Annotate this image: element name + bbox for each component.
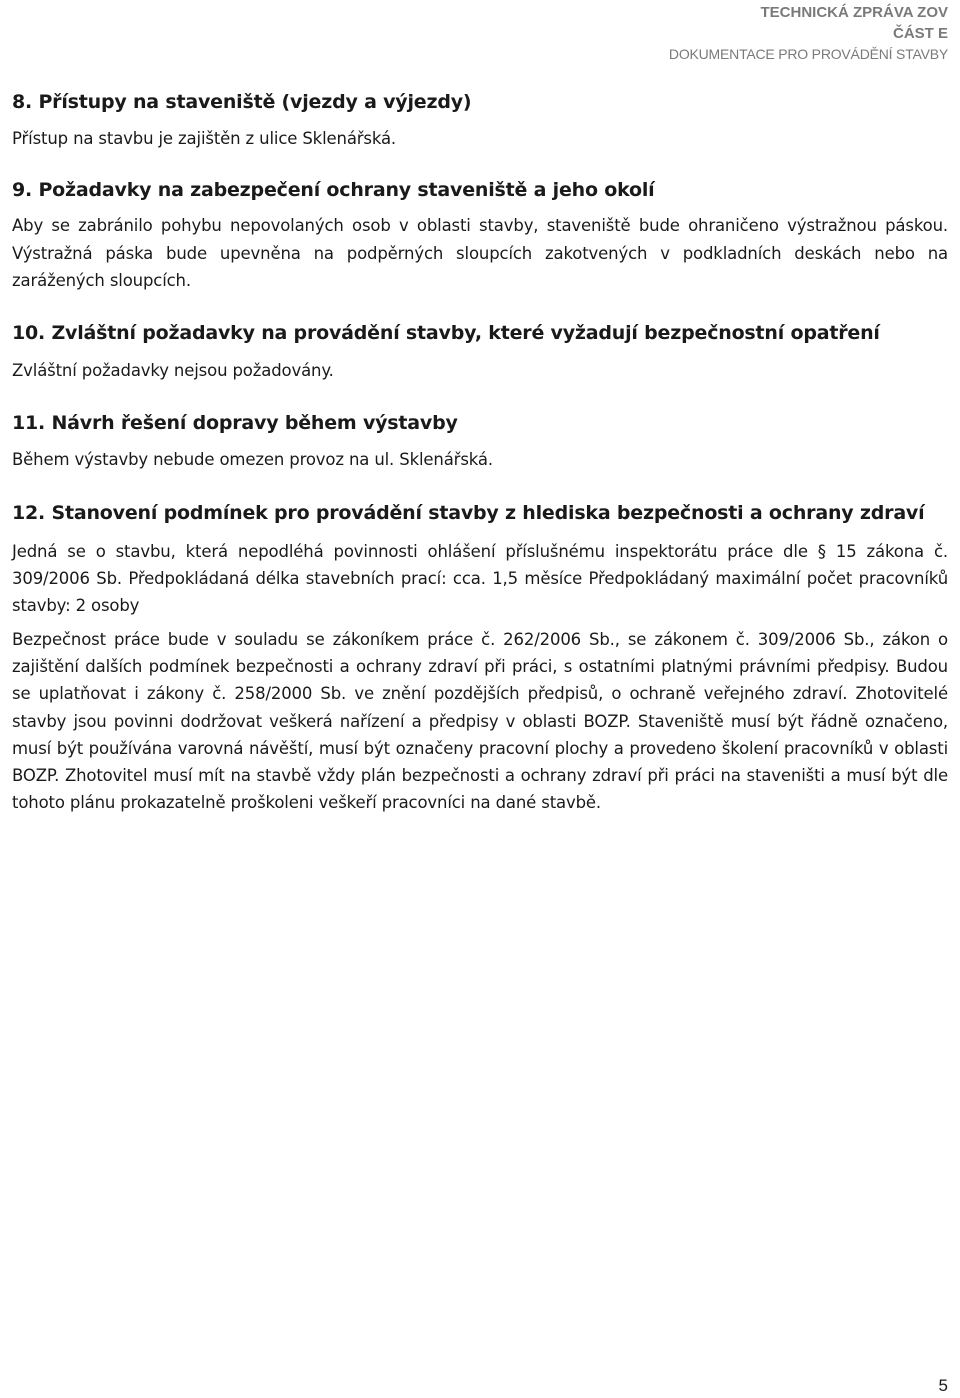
document-title: TECHNICKÁ ZPRÁVA ZOV xyxy=(760,4,948,21)
section-10-text: Zvláštní požadavky nejsou požadovány. xyxy=(12,361,334,381)
section-9-text: Aby se zabránilo pohybu nepovolaných osob v oblasti stavby, staveniště bude ohraničeno výstražnou páskou. Výstražná páska bude upevněna na podpěrných sloupcích zakotvených v podkladních deskách nebo na zarážených sloupcích. xyxy=(12,216,948,290)
section-8-heading: 8. Přístupy na staveniště (vjezdy a výjezdy) xyxy=(12,91,472,113)
document-subtitle: DOKUMENTACE PRO PROVÁDĚNÍ STAVBY xyxy=(668,46,948,62)
section-12-heading: 12. Stanovení podmínek pro provádění stavby z hlediska bezpečnosti a ochrany zdraví xyxy=(12,501,925,524)
section-11-heading: 11. Návrh řešení dopravy během výstavby xyxy=(12,412,458,435)
section-12-text-2: Bezpečnost práce bude v souladu se zákoníkem práce č. 262/2006 Sb., se zákonem č. 309/2006 Sb., zákon o zajištění dalších podmínek bezpečnosti a ochrany zdraví při práci, s ostatními platnými právními předpisy. Budou se uplatňovat i zákony č. 258/2000 Sb. ve znění pozdějších předpisů, o ochraně veřejného zdraví. Zhotovitelé stavby jsou povinni dodržovat veškerá nařízení a předpisy v oblasti BOZP. Staveniště musí být řádně označeno, musí být používána varovná návěští, musí být označeny pracovní plochy a provedeno školení pracovníků v oblasti BOZP. Zhotovitel musí mít na stavbě vždy plán bezpečnosti a ochrany zdraví při práci na staveništi a musí být dle tohoto plánu prokazatelně proškoleni veškeří pracovníci na dané stavbě. xyxy=(12,629,948,813)
section-8-text: Přístup na stavbu je zajištěn z ulice Sklenářská. xyxy=(12,129,397,148)
document-part: ČÁST E xyxy=(892,25,948,42)
document-body xyxy=(12,90,948,817)
page-number: 5 xyxy=(938,1376,948,1395)
section-12-text-1: Jedná se o stavbu, která nepodléhá povinnosti ohlášení příslušnému inspektorátu práce dle § 15 zákona č. 309/2006 Sb. Předpokládaná délka stavebních prací: cca. 1,5 měsíce Předpokládaný maximální počet pracovníků stavby: 2 osoby xyxy=(12,541,948,616)
section-10-heading: 10. Zvláštní požadavky na provádění stavby, které vyžadují bezpečnostní opatření xyxy=(12,322,880,345)
section-9-heading: 9. Požadavky na zabezpečení ochrany staveniště a jeho okolí xyxy=(12,179,655,202)
section-11-text: Během výstavby nebude omezen provoz na ul. Sklenářská. xyxy=(12,450,493,470)
page-header xyxy=(669,2,948,65)
